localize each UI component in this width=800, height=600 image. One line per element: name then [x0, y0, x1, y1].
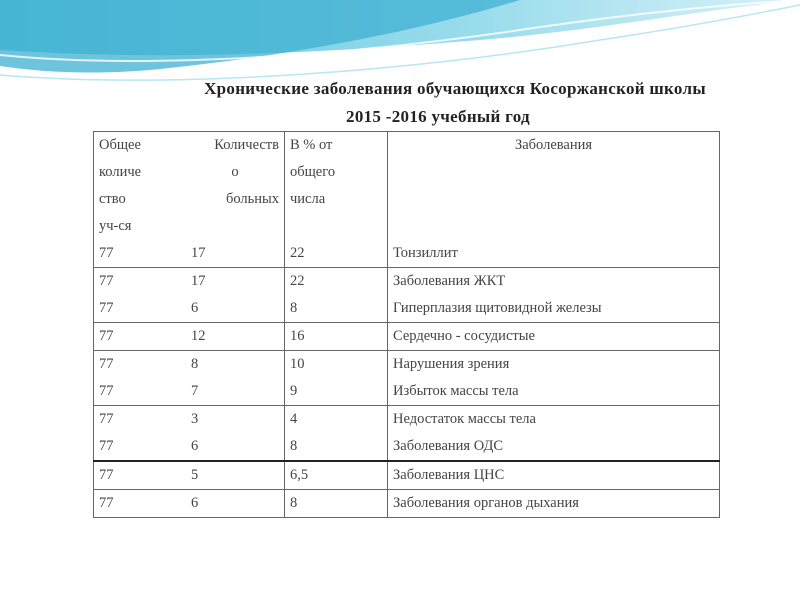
total-sick-cell: [94, 461, 285, 490]
table-header-row: [94, 132, 720, 268]
slide-subtitle-year: 2015 -2016 учебный год: [346, 107, 530, 126]
percent-cell: [285, 351, 388, 406]
disease-cell: [388, 406, 720, 462]
disease-cell: [388, 351, 720, 406]
disease-cell: [388, 461, 720, 490]
total-sick-cell: [94, 323, 285, 351]
cell-total: 77: [99, 356, 114, 372]
cell-sick: 17: [191, 245, 206, 261]
cell-total: 77: [99, 467, 114, 483]
header-percent: общего: [290, 164, 336, 180]
cell-disease: Заболевания органов дыхания: [393, 495, 579, 511]
cell-percent: 8: [290, 300, 298, 316]
cell-percent: 9: [290, 383, 298, 399]
cell-percent: 6,5: [290, 467, 309, 483]
header-sick: больных: [225, 191, 279, 207]
slide-title: Хронические заболевания обучающихся Косоржанской школы: [204, 79, 706, 98]
header-percent: числа: [290, 191, 326, 207]
table-row: [94, 490, 720, 518]
cell-sick: 6: [191, 300, 199, 316]
cell-sick: 17: [191, 273, 206, 289]
cell-disease: Недостаток массы тела: [393, 411, 536, 427]
disease-cell: [388, 490, 720, 518]
cell-disease: Тонзиллит: [393, 245, 458, 261]
cell-total: 77: [99, 328, 114, 344]
cell-sick: 12: [191, 328, 206, 344]
cell-percent: 4: [290, 411, 298, 427]
cell-disease: Заболевания ЦНС: [393, 467, 505, 483]
cell-percent: 22: [290, 273, 305, 289]
table-row: [94, 323, 720, 351]
cell-total: 77: [99, 438, 114, 454]
cell-sick: 5: [191, 467, 199, 483]
cell-disease: Заболевания ЖКТ: [393, 273, 506, 289]
header-total: Общее: [99, 137, 141, 153]
cell-disease: Нарушения зрения: [393, 356, 510, 372]
cell-percent: 16: [290, 328, 305, 344]
total-sick-cell: [94, 406, 285, 462]
cell-disease: Избыток массы тела: [393, 383, 519, 399]
header-total: уч-ся: [99, 218, 132, 234]
percent-cell: [285, 268, 388, 323]
header-disease: Заболевания: [514, 137, 593, 153]
cell-percent: 8: [290, 495, 298, 511]
disease-cell: [388, 268, 720, 323]
total-sick-cell: [94, 351, 285, 406]
cell-sick: 6: [191, 438, 199, 454]
diseases-table: [93, 131, 720, 518]
cell-sick: 6: [191, 495, 199, 511]
cell-total: 77: [99, 273, 114, 289]
cell-sick: 3: [191, 411, 199, 427]
table-row: [94, 351, 720, 406]
percent-cell: [285, 323, 388, 351]
disease-cell: [388, 323, 720, 351]
table-row: [94, 268, 720, 323]
cell-total: 77: [99, 300, 114, 316]
table-row: [94, 461, 720, 490]
cell-total: 77: [99, 495, 114, 511]
cell-total: 77: [99, 383, 114, 399]
total-sick-cell: [94, 490, 285, 518]
cell-sick: 8: [191, 356, 199, 372]
header-sick: Количеств: [214, 137, 279, 153]
percent-cell: [285, 461, 388, 490]
header-disease-cell: [388, 132, 720, 268]
cell-disease: Заболевания ОДС: [393, 438, 504, 454]
percent-cell: [285, 406, 388, 462]
cell-total: 77: [99, 411, 114, 427]
percent-cell: [285, 490, 388, 518]
header-percent-cell: [285, 132, 388, 268]
header-sick: о: [231, 164, 239, 180]
cell-total: 77: [99, 245, 114, 261]
cell-sick: 7: [191, 383, 199, 399]
cell-percent: 8: [290, 438, 298, 454]
header-total: количе: [99, 164, 142, 180]
header-percent: В % от: [290, 137, 333, 153]
cell-disease: Сердечно - сосудистые: [393, 328, 535, 344]
table-row: [94, 406, 720, 462]
cell-percent: 10: [290, 356, 305, 372]
cell-disease: Гиперплазия щитовидной железы: [393, 300, 602, 316]
header-total-and-sick-cell: [94, 132, 285, 268]
cell-percent: 22: [290, 245, 305, 261]
total-sick-cell: [94, 268, 285, 323]
header-total: ство: [99, 191, 126, 207]
